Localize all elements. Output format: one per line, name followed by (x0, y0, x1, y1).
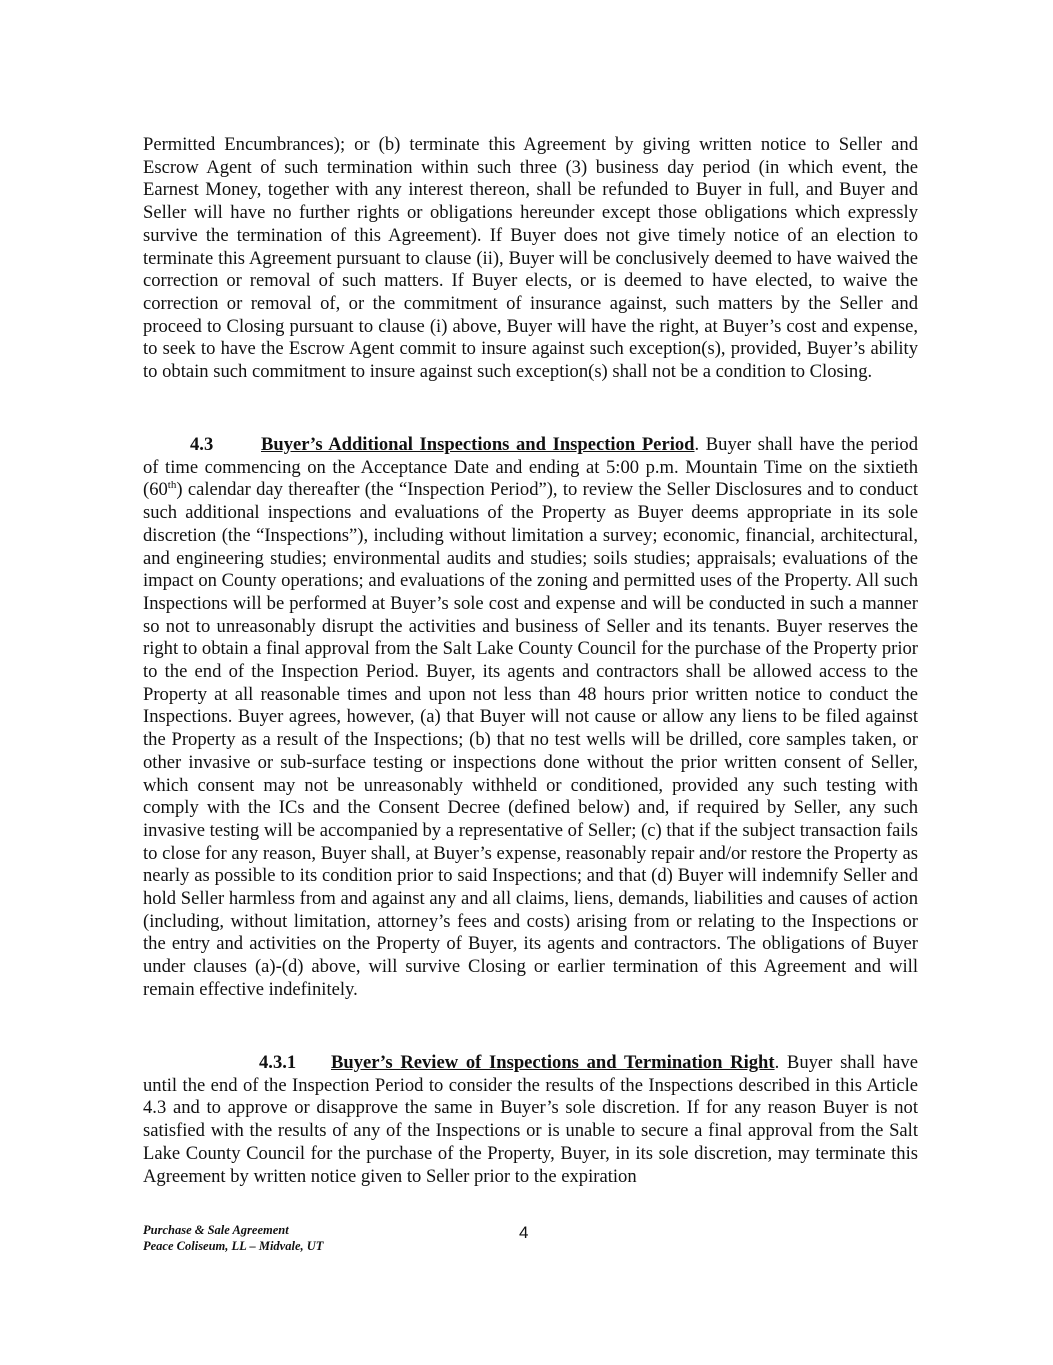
footer-title: Purchase & Sale Agreement (143, 1223, 289, 1237)
footer-document-info (143, 1222, 323, 1254)
paragraph-text: . Buyer shall have the period of time commencing on the Acceptance Date and ending at 5:00 p.m. Mountain Time on the sixtieth (60 (143, 434, 918, 501)
footer-property: Peace Coliseum, LL – Midvale, UT (143, 1239, 324, 1253)
paragraph-continuation (143, 134, 918, 384)
paragraph-text: ) calendar day thereafter (the “Inspection Period”), to review the Seller Disclosures and to conduct such additional inspections and evaluations of the Property as Buyer deems appropriate in its sole discretion (the “Inspections”), including without limitation a survey; economic, financial, architectural, and engineering studies; environmental audits and studies; soils studies; appraisals; evaluations of the impact on County operations; and evaluations of the zoning and permitted uses of the Property. All such Inspections will be performed at Buyer’s sole cost and expense and will be conducted in such a manner so not to unreasonably disrupt the activities and business of Seller and its tenants. Buyer reserves the right to obtain a final approval from the Salt Lake County Council for the purchase of the Property prior to the end of the Inspection Period. Buyer, its agents and contractors shall be allowed access to the Property at all reasonable times and upon not less than 48 hours prior written notice to conduct the Inspections. Buyer agrees, however, (a) that Buyer will not cause or allow any liens to be filed against the Property as a result of the Inspections; (b) that no test wells will be drilled, core samples taken, or other invasive or sub-surface testing or inspections done without the prior written consent of Seller, which consent may not be unreasonably withheld or conditioned, provided any such testing with comply with the ICs and the Consent Decree (defined below) and, if required by Seller, any such invasive testing will be accompanied by a representative of Seller; (c) that if the subject transaction fails to close for any reason, Buyer shall, at Buyer’s expense, reasonably repair and/or restore the Property as nearly as possible to its condition prior to said Inspections; and that (d) Buyer will indemnify Seller and hold Seller harmless from and against any and all claims, liens, demands, liabilities and causes of action (including, without limitation, attorney’s fees and costs) arising from or relating to the Inspections or the entry and activities on the Property of Buyer, its agents and contractors. The obligations of Buyer under clauses (a)-(d) above, will survive Closing or earlier termination of this Agreement and will remain effective indefinitely. (143, 479, 918, 1000)
page-number: 4 (519, 1223, 529, 1242)
section-4-3 (143, 434, 918, 1002)
section-heading: Buyer’s Review of Inspections and Termination Right (331, 1052, 775, 1073)
superscript-ordinal: th (167, 479, 177, 492)
section-4-3-1 (143, 1052, 918, 1188)
paragraph-text: . Buyer shall have until the end of the Inspection Period to consider the results of the Inspections described in this Article 4.3 and to approve or disapprove the same in Buyer’s sole discretion. If for any reason Buyer is not satisfied with the results of any of the Inspections or is unable to secure a final approval from the Salt Lake County Council for the purchase of the Property, Buyer, in its sole discretion, may terminate this Agreement by written notice given to Seller prior to the expiration (143, 1052, 918, 1187)
section-number: 4.3 (190, 434, 214, 455)
section-number: 4.3.1 (259, 1052, 297, 1073)
paragraph-text: Permitted Encumbrances); or (b) terminate this Agreement by giving written notice to Seller and Escrow Agent of such termination within such three (3) business day period (in which event, the Earnest Money, together with any interest thereon, shall be refunded to Buyer in full, and Buyer and Seller will have no further rights or obligations hereunder except those obligations which expressly survive the termination of this Agreement). If Buyer does not give timely notice of an election to terminate this Agreement pursuant to clause (ii), Buyer will be conclusively deemed to have waived the correction or removal of such matters. If Buyer elects, or is deemed to have elected, to waive the correction or removal of, or the commitment of insurance against, such matters by the Seller and proceed to Closing pursuant to clause (i) above, Buyer will have the right, at Buyer’s cost and expense, to seek to have the Escrow Agent commit to insure against such exception(s), provided, Buyer’s ability to obtain such commitment to insure against such exception(s) shall not be a condition to Closing. (143, 134, 918, 383)
section-heading: Buyer’s Additional Inspections and Inspection Period (261, 434, 695, 455)
